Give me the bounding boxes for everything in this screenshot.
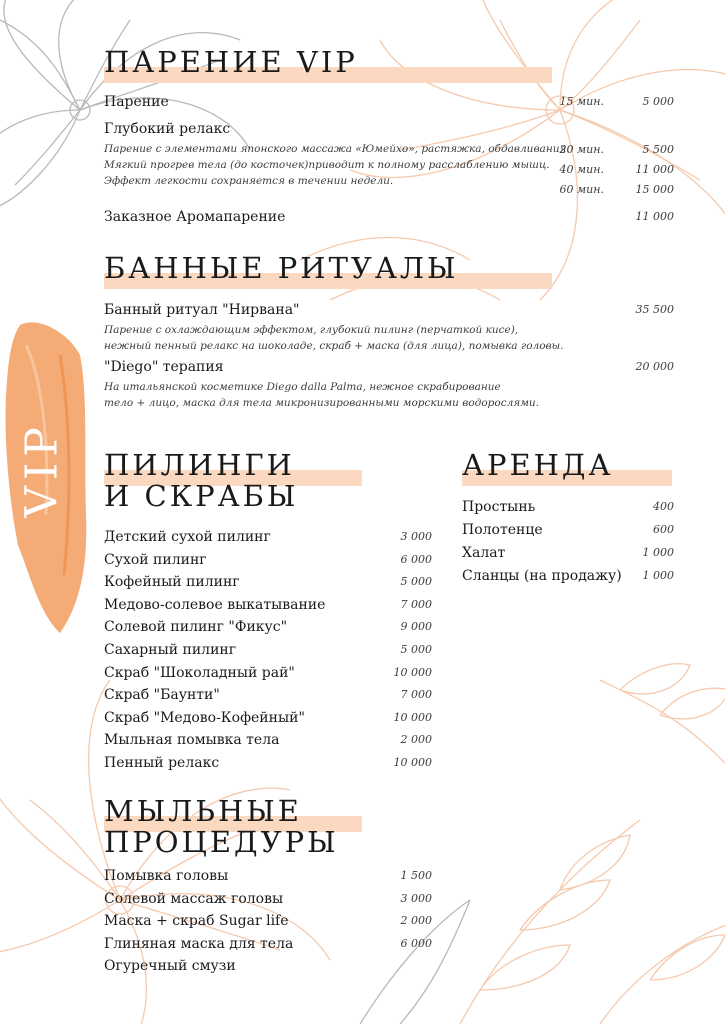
- menu-item-description: Мягкий прогрев тела (до косточек)приводит к полному расслаблению мышц.: [104, 159, 550, 171]
- menu-item-price: 1 500: [400, 869, 432, 882]
- menu-item-name: Маска + скраб Sugar life: [104, 913, 289, 929]
- menu-item-price: 3 000: [400, 530, 432, 543]
- menu-item-name: Халат: [462, 545, 506, 561]
- menu-item-duration: 60 мин.: [559, 183, 604, 196]
- menu-item-name: Банный ритуал "Нирвана": [104, 302, 300, 318]
- menu-item-duration: 15 мин.: [559, 95, 604, 108]
- menu-item-name: Заказное Аромапарение: [104, 209, 286, 225]
- section-title-soap: МЫЛЬНЫЕ: [104, 794, 302, 828]
- section-title-parenie: ПАРЕНИЕ VIP: [104, 45, 358, 79]
- menu-item-name: Мыльная помывка тела: [104, 732, 280, 749]
- menu-item-name: Медово-солевое выкатывание: [104, 596, 326, 613]
- menu-item-name: Сланцы (на продажу): [462, 568, 622, 584]
- menu-item-name: Скраб "Шоколадный рай": [104, 664, 295, 681]
- menu-item-name: Простынь: [462, 499, 536, 515]
- vip-side-label: VIP: [16, 421, 68, 518]
- menu-item-price: 5 000: [642, 95, 674, 108]
- menu-item-duration: 40 мин.: [559, 163, 604, 176]
- menu-item-name: Глубокий релакс: [104, 121, 231, 137]
- menu-item-description: нежный пенный релакс на шоколаде, скраб + маска (для лица), помывка головы.: [104, 340, 564, 352]
- menu-item-name: Детский сухой пилинг: [104, 529, 271, 545]
- section-title-pilings: ПИЛИНГИ: [104, 448, 295, 482]
- menu-item-price: 400: [653, 500, 674, 513]
- menu-item-price: 1 000: [642, 546, 674, 559]
- section-title-soap: ПРОЦЕДУРЫ: [104, 825, 339, 859]
- menu-item-duration: 20 мин.: [559, 143, 604, 156]
- section-title-arenda: АРЕНДА: [462, 448, 614, 482]
- menu-item-name: Огуречный смузи: [104, 958, 236, 974]
- menu-item-price: 5 000: [400, 643, 432, 656]
- menu-item-price: 11 000: [635, 163, 674, 176]
- menu-item-price: 600: [653, 523, 674, 536]
- menu-item-name: Сухой пилинг: [104, 551, 207, 568]
- menu-item-name: Полотенце: [462, 522, 543, 538]
- menu-item-price: 6 000: [400, 936, 432, 950]
- menu-item-price: 10 000: [393, 665, 432, 679]
- menu-item-description: Эффект легкости сохраняется в течении недели.: [104, 175, 394, 187]
- menu-item-price: 3 000: [400, 891, 432, 905]
- menu-item-name: Скраб "Баунти": [104, 687, 220, 704]
- menu-item-price: 2 000: [400, 733, 432, 747]
- section-title-rituals: БАННЫЕ РИТУАЛЫ: [104, 251, 459, 285]
- section-title-pilings: И СКРАБЫ: [104, 479, 299, 513]
- menu-item-price: 2 000: [400, 914, 432, 927]
- menu-item-name: Солевой пилинг "Фикус": [104, 619, 288, 636]
- menu-item-price: 15 000: [635, 183, 674, 196]
- menu-item-name: Солевой массаж головы: [104, 890, 284, 907]
- menu-item-name: "Diego" терапия: [104, 359, 224, 375]
- menu-item-price: 10 000: [393, 710, 432, 724]
- menu-item-price: 11 000: [635, 210, 674, 223]
- menu-item-name: Кофейный пилинг: [104, 574, 240, 591]
- menu-item-price: 6 000: [400, 552, 432, 566]
- menu-item-price: 7 000: [400, 597, 432, 611]
- menu-item-price: 35 500: [635, 303, 674, 316]
- menu-item-name: Скраб "Медово-Кофейный": [104, 709, 305, 726]
- menu-item-price: 5 500: [642, 143, 674, 156]
- menu-item-price: 7 000: [400, 688, 432, 702]
- menu-item-price: 5 000: [400, 575, 432, 589]
- menu-item-price: 1 000: [642, 569, 674, 582]
- menu-item-name: Парение: [104, 94, 169, 110]
- menu-item-description: Парение с элементами японского массажа «Юмейхо», растяжка, обдавливания.: [104, 143, 570, 155]
- menu-item-description: тело + лицо, маска для тела микронизированными морскими водорослями.: [104, 397, 540, 409]
- menu-item-name: Сахарный пилинг: [104, 642, 237, 658]
- menu-item-description: На итальянской косметике Diego dalla Palma, нежное скрабирование: [104, 381, 501, 393]
- menu-item-name: Помывка головы: [104, 868, 229, 884]
- menu-item-name: Пенный релакс: [104, 755, 220, 771]
- menu-item-description: Парение с охлаждающим эффектом, глубокий пилинг (перчаткой кисе),: [104, 324, 519, 336]
- menu-item-price: 10 000: [393, 756, 432, 769]
- menu-item-price: 9 000: [400, 620, 432, 634]
- menu-item-name: Глиняная маска для тела: [104, 935, 294, 952]
- menu-item-price: 20 000: [635, 360, 674, 373]
